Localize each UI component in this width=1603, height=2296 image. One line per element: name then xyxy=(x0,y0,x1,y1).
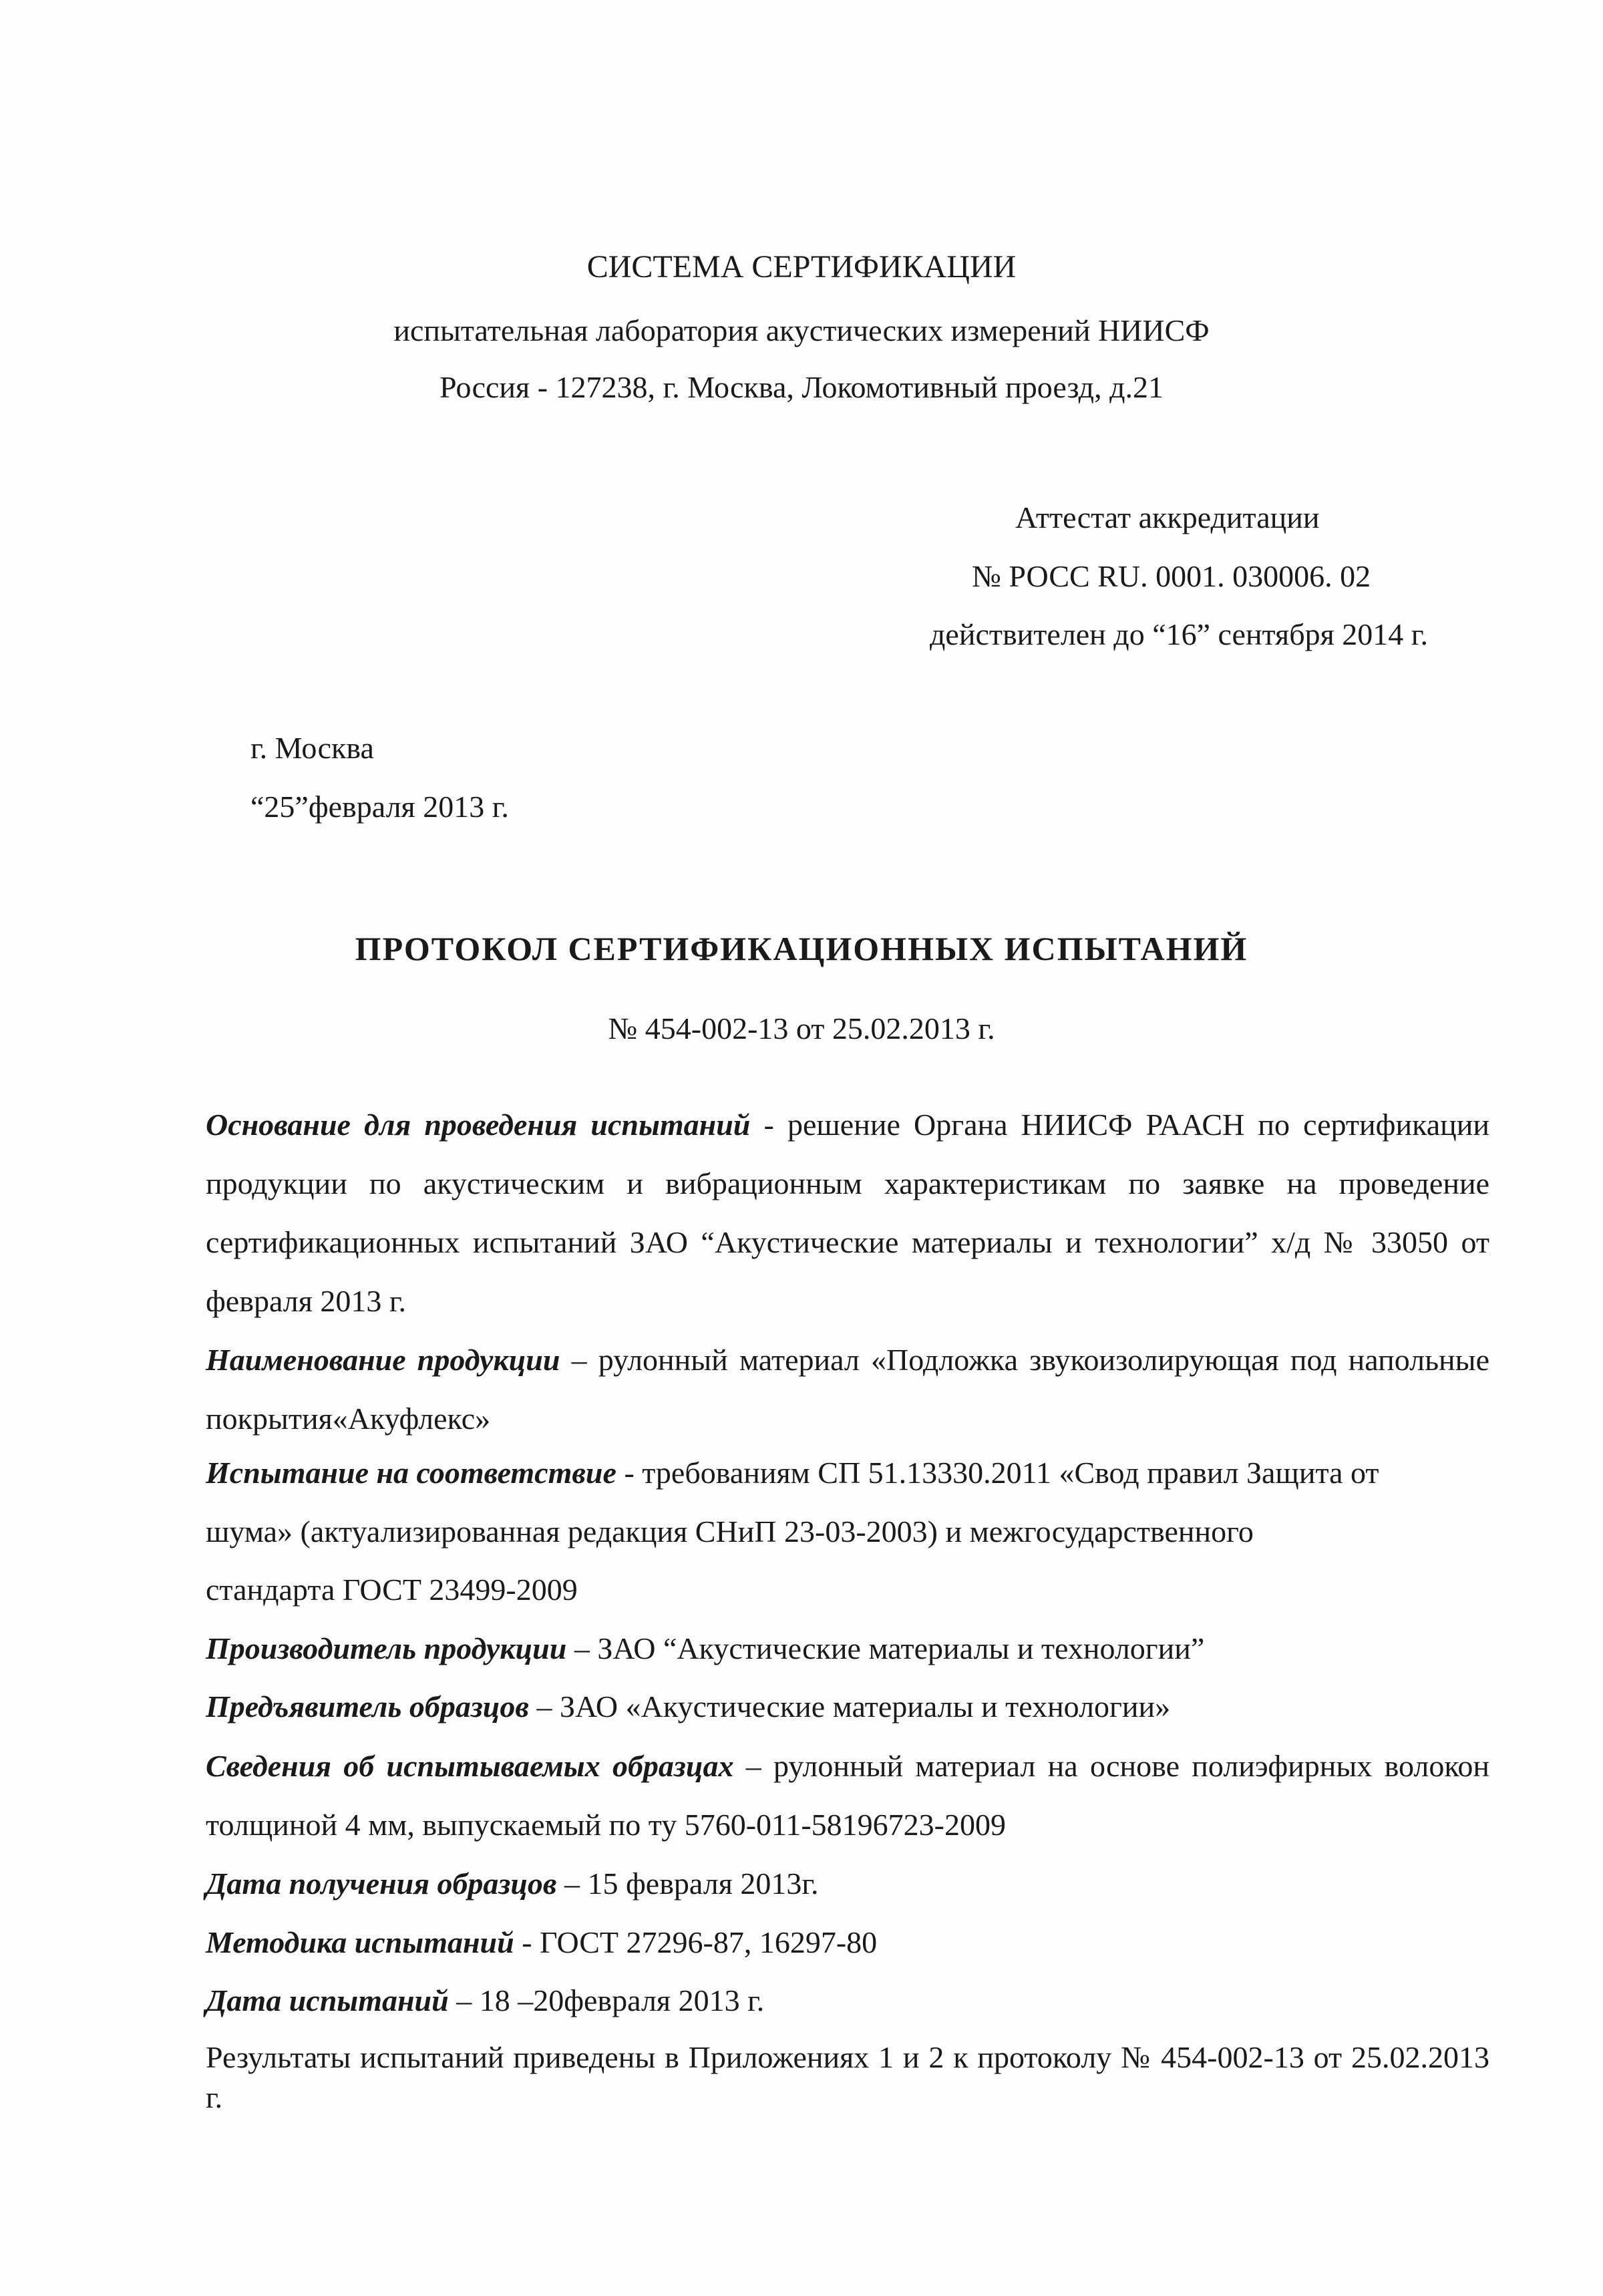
field-product-name-label: Наименование продукции xyxy=(206,1343,560,1377)
lab-address: Россия - 127238, г. Москва, Локомотивный проезд, д.21 xyxy=(439,370,1164,404)
field-basis-text: - решение Органа НИИСФ РААСН по сертификации продукции по акустическим и вибрационным характеристикам по заявке на проведение сертификационных испытаний ЗАО “Акустические материалы и технологии” х/д № 33050 от февраля 2013 г. xyxy=(206,1108,1489,1318)
field-applicant xyxy=(206,1687,1170,1727)
field-method-label: Методика испытаний xyxy=(206,1925,514,1959)
field-test-date-label: Дата испытаний xyxy=(206,1983,449,2017)
field-test-date xyxy=(206,1981,764,2021)
field-conformity-text1: - требованиям СП 51.13330.2011 «Свод правил Защита от xyxy=(616,1456,1379,1490)
field-basis-label: Основание для проведения испытаний xyxy=(206,1108,751,1142)
place-date: “25”февраля 2013 г. xyxy=(250,790,509,824)
field-conformity-label: Испытание на соответствие xyxy=(206,1456,616,1490)
field-received-text: – 15 февраля 2013г. xyxy=(556,1866,819,1901)
field-samples xyxy=(206,1737,1489,1854)
field-applicant-label: Предъявитель образцов xyxy=(206,1689,529,1724)
protocol-title: ПРОТОКОЛ СЕРТИФИКАЦИОННЫХ ИСПЫТАНИЙ xyxy=(355,930,1248,967)
field-manufacturer-text: – ЗАО “Акустические материалы и технологии” xyxy=(566,1631,1205,1665)
accreditation-number: № РОСС RU. 0001. 030006. 02 xyxy=(972,559,1371,593)
field-conformity-line2: шума» (актуализированная редакция СНиП 23-03-2003) и межгосударственного xyxy=(206,1514,1254,1548)
field-received-label: Дата получения образцов xyxy=(206,1866,557,1901)
accreditation-validity: действителен до “16” сентября 2014 г. xyxy=(930,617,1428,651)
field-received-date xyxy=(206,1864,819,1904)
field-manufacturer xyxy=(206,1629,1204,1669)
field-conformity-line1 xyxy=(206,1453,1379,1493)
field-manufacturer-label: Производитель продукции xyxy=(206,1631,567,1665)
field-method xyxy=(206,1923,877,1963)
field-product-name xyxy=(206,1331,1489,1448)
system-title: СИСТЕМА СЕРТИФИКАЦИИ xyxy=(586,249,1017,285)
field-basis xyxy=(206,1096,1489,1331)
field-conformity-line3: стандарта ГОСТ 23499-2009 xyxy=(206,1573,578,1607)
lab-name: испытательная лаборатория акустических измерений НИИСФ xyxy=(393,313,1210,347)
field-results: Результаты испытаний приведены в Приложениях 1 и 2 к протоколу № 454-002-13 от 25.02.2013 г. xyxy=(206,2040,1489,2114)
accreditation-title: Аттестат аккредитации xyxy=(1015,500,1320,534)
field-samples-label: Сведения об испытываемых образцах xyxy=(206,1749,734,1783)
field-applicant-text: – ЗАО «Акустические материалы и технологии» xyxy=(528,1689,1171,1724)
field-product-name-text: – рулонный материал «Подложка звукоизолирующая под напольные покрытия«Акуфлекс» xyxy=(206,1343,1489,1436)
field-samples-text: – рулонный материал на основе полиэфирных волокон толщиной 4 мм, выпускаемый по ту 5760-011-58196723-2009 xyxy=(206,1749,1489,1842)
field-test-date-text: – 18 –20февраля 2013 г. xyxy=(448,1983,765,2017)
protocol-number: № 454-002-13 от 25.02.2013 г. xyxy=(608,1011,995,1045)
field-method-text: - ГОСТ 27296-87, 16297-80 xyxy=(514,1925,878,1959)
place-city: г. Москва xyxy=(250,731,374,765)
